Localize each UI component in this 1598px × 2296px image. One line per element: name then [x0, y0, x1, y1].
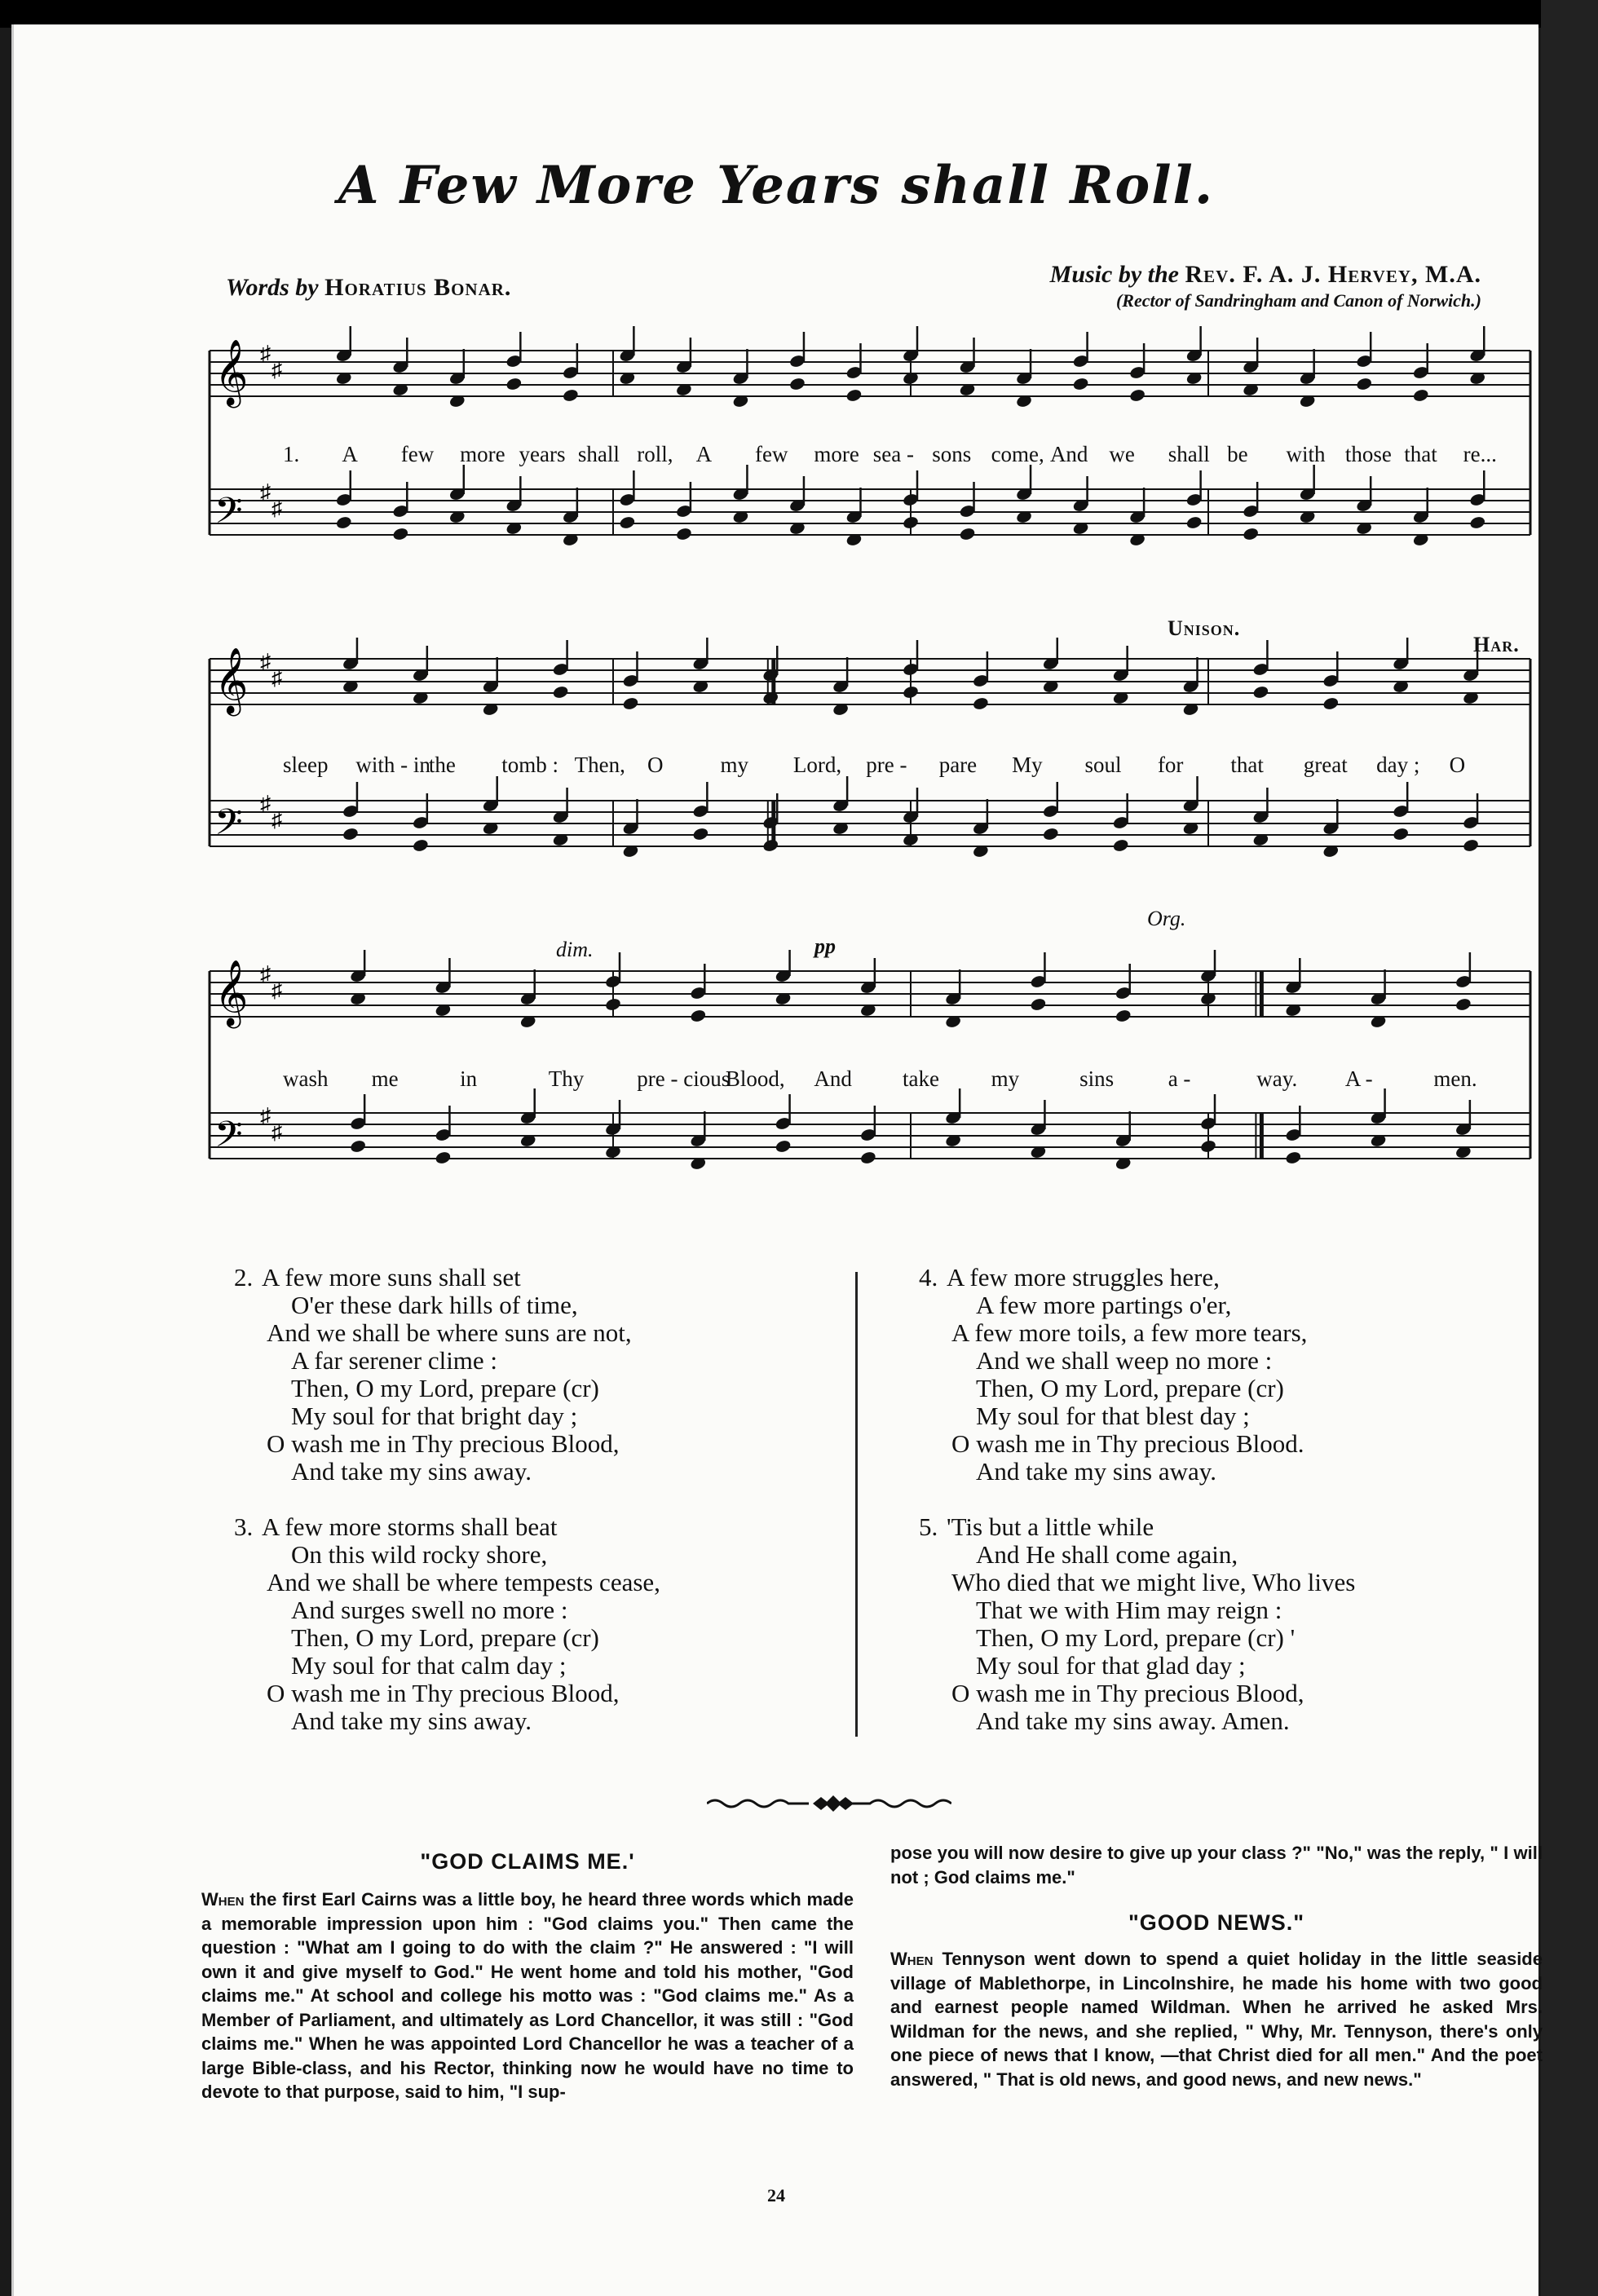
sharp-icon: ♯	[260, 792, 271, 815]
verse-line	[267, 1319, 886, 1347]
verse-line	[267, 1375, 886, 1402]
article-good-news	[890, 1841, 1543, 2091]
verse-line-text: And surges swell no more :	[291, 1596, 568, 1624]
note-head	[788, 377, 806, 391]
note-head	[675, 527, 692, 541]
verse-line	[267, 1569, 886, 1596]
lyric-syllable: sleep	[283, 753, 329, 777]
lyric-syllable: My	[1012, 753, 1043, 777]
lyric-syllable: roll,	[637, 442, 673, 466]
note-head	[1115, 1009, 1132, 1023]
verse-stanza	[919, 1263, 1571, 1486]
note-head	[1356, 377, 1373, 391]
lyric-syllable: day ;	[1376, 753, 1420, 777]
verse-stanza	[234, 1263, 886, 1486]
verse-line	[951, 1319, 1571, 1347]
lyric-syllable: re...	[1463, 442, 1497, 466]
hymn-title: A Few More Years shall Roll.	[338, 155, 1215, 216]
note-head	[692, 827, 709, 841]
verse-line-text: My soul for that calm day ;	[291, 1651, 567, 1680]
lyric-syllable: those	[1344, 442, 1392, 466]
note-head	[762, 838, 779, 853]
verse-line-text: A few more storms shall beat	[262, 1512, 558, 1541]
verse-line-text: Who died that we might live, Who lives	[951, 1568, 1356, 1596]
note-head	[622, 696, 639, 711]
lyric-syllable: sins	[1079, 1066, 1115, 1091]
note-head	[1185, 515, 1203, 530]
music-staves-1	[193, 326, 1547, 595]
lyric-syllable: shall	[1168, 442, 1210, 466]
note-head	[1392, 827, 1409, 841]
verses-section	[14, 1264, 1538, 1753]
note-head	[1412, 388, 1429, 403]
note-head	[845, 388, 863, 403]
music-prefix: Music by the	[1049, 261, 1179, 288]
note-head	[562, 388, 579, 403]
note-head	[1455, 997, 1472, 1012]
lyric-syllable: shall	[577, 442, 620, 466]
lyric-syllable: more	[460, 442, 505, 466]
note-head	[775, 1139, 792, 1154]
bass-clef-icon: 𝄢	[214, 489, 243, 541]
verse-line-text: A far serener clime :	[291, 1346, 498, 1375]
note-head	[1112, 838, 1129, 853]
lyric-syllable: that	[1230, 753, 1264, 777]
sharp-icon: ♯	[271, 808, 282, 832]
verse-stanza	[234, 1512, 886, 1735]
note-head	[619, 515, 636, 530]
verse-line	[267, 1680, 886, 1707]
lyric-syllable: soul	[1084, 753, 1122, 777]
lyric-syllable: O	[647, 753, 664, 777]
pianissimo-mark: pp	[814, 934, 836, 958]
lyric-syllable: my	[720, 753, 748, 777]
sharp-icon: ♯	[260, 1104, 271, 1128]
music-system-1	[193, 326, 1547, 595]
lyric-syllable: way.	[1256, 1066, 1298, 1091]
verse-line-text: A few more partings o'er,	[976, 1291, 1232, 1319]
note-head	[690, 1009, 707, 1023]
lyric-syllable: men.	[1433, 1066, 1477, 1091]
verse-line-text: And He shall come again,	[976, 1540, 1238, 1569]
sharp-icon: ♯	[271, 978, 282, 1002]
sharp-icon: ♯	[260, 480, 271, 504]
lyric-syllable: few	[400, 442, 435, 466]
lyric-syllable: a -	[1168, 1066, 1191, 1091]
note-head	[335, 515, 352, 530]
lyric-syllable: Lord,	[792, 753, 842, 777]
sharp-icon: ♯	[260, 650, 271, 673]
lyric-syllable: in	[460, 1066, 478, 1091]
note-head	[1469, 515, 1486, 530]
verse-line	[267, 1430, 886, 1458]
verse-line-text: A few more struggles here,	[947, 1263, 1220, 1292]
words-prefix: Words by	[226, 274, 319, 301]
note-head	[959, 527, 976, 541]
lyric-syllable: be	[1227, 442, 1248, 466]
sharp-icon: ♯	[271, 358, 282, 382]
verse-line	[951, 1375, 1571, 1402]
organ-mark: Org.	[1147, 907, 1186, 930]
note-head	[349, 1139, 366, 1154]
article-body	[890, 1947, 1543, 2091]
verse-line	[951, 1680, 1571, 1707]
lyric-syllable: few	[755, 442, 788, 466]
article-lead-word: When	[890, 1949, 934, 1969]
verse-line-text: My soul for that bright day ;	[291, 1402, 578, 1430]
lyricist-name: Horatius Bonar.	[324, 274, 512, 301]
column-divider	[855, 1272, 858, 1737]
verse-line	[267, 1458, 886, 1486]
verse-line-text: And take my sins away.	[291, 1457, 532, 1486]
composer-name: Rev. F. A. J. Hervey, M.A.	[1185, 261, 1481, 288]
verse-number: 4.	[919, 1263, 938, 1292]
article-lead-word: When	[201, 1889, 245, 1910]
verse-line	[267, 1292, 886, 1319]
note-head	[1128, 388, 1146, 403]
bass-clef-icon: 𝄢	[214, 801, 243, 852]
note-head	[859, 1150, 876, 1165]
verses-column-left	[234, 1263, 886, 1763]
ornament-divider	[707, 1794, 951, 1813]
article-god-claims-me	[201, 1849, 854, 2104]
verse-line	[951, 1430, 1571, 1458]
diminuendo-mark: dim.	[556, 938, 594, 961]
article-text: the first Earl Cairns was a little boy, he heard three words which made a memorable impression upon him : "God claims you." Then came the question : "What am I going to do with the claim ?" He answered : "I will own it and give myself to God." He went home and told his mother, "God claims me." At school and college his motto was : "God claims me." As a Member of Parliament, and ultimately as Lord Chancellor, it was still : "God claims me." When he was appointed Lord Chancellor he was a teacher of a large Bible-class, and his Rector, thinking now he would have no time to devote to that purpose, said to him, "I sup-	[201, 1889, 854, 2102]
verse-line-text: A few more toils, a few more tears,	[951, 1318, 1308, 1347]
lyric-syllable: Thy	[548, 1066, 585, 1091]
verse-line-text: My soul for that glad day ;	[976, 1651, 1246, 1680]
lyric-syllable: the	[428, 753, 456, 777]
note-head	[1030, 997, 1047, 1012]
lyric-syllable: pre -	[866, 753, 907, 777]
note-head	[505, 377, 523, 391]
lyric-syllable: tomb :	[501, 753, 558, 777]
verse-line	[234, 1512, 886, 1541]
verse-line	[267, 1541, 886, 1569]
treble-clef-icon: 𝄞	[214, 338, 249, 405]
verse-line-text: 'Tis but a little while	[947, 1512, 1154, 1541]
verse-line	[951, 1541, 1571, 1569]
lyric-syllable: pare	[938, 753, 978, 777]
lyric-syllable: 1.	[283, 442, 300, 466]
sharp-icon: ♯	[271, 1120, 282, 1144]
lyric-syllable: sea -	[872, 442, 915, 466]
note-head	[1462, 838, 1479, 853]
note-head	[342, 827, 359, 841]
verse-line	[951, 1624, 1571, 1652]
note-head	[392, 527, 409, 541]
lyric-syllable: O	[1449, 753, 1466, 777]
note-head	[1285, 1150, 1302, 1165]
note-head	[1252, 685, 1269, 700]
note-head	[552, 685, 569, 700]
verse-line-text: And take my sins away.	[291, 1707, 532, 1735]
note-head	[1322, 696, 1340, 711]
verse-line	[919, 1263, 1571, 1292]
lyric-syllable: my	[991, 1066, 1020, 1091]
verse-line-text: And we shall be where tempests cease,	[267, 1568, 660, 1596]
lyric-syllable: pre - cious	[637, 1066, 731, 1091]
verse-line	[951, 1652, 1571, 1680]
verse-line	[267, 1652, 886, 1680]
bass-clef-icon: 𝄢	[214, 1113, 243, 1164]
lyric-syllable: take	[903, 1066, 939, 1091]
verse-line	[234, 1263, 886, 1292]
verse-line-text: O wash me in Thy precious Blood,	[267, 1679, 620, 1707]
verse-line-text: Then, O my Lord, prepare (cr)	[291, 1623, 599, 1652]
verse-line	[951, 1292, 1571, 1319]
verse-line-text: My soul for that blest day ;	[976, 1402, 1250, 1430]
verse-line-text: A few more suns shall set	[262, 1263, 521, 1292]
verse-line	[267, 1596, 886, 1624]
verse-number: 3.	[234, 1512, 254, 1541]
verse-line	[267, 1402, 886, 1430]
harmony-mark: Har.	[1473, 633, 1520, 656]
note-head	[1072, 377, 1089, 391]
verses-column-right	[919, 1263, 1571, 1763]
lyric-syllable: Then,	[574, 753, 625, 777]
composer-credit	[1050, 261, 1481, 311]
verse-line	[951, 1596, 1571, 1624]
note-head	[1042, 827, 1059, 841]
scan-right-border	[1541, 0, 1598, 2296]
verse-line	[267, 1707, 886, 1735]
verse-line-text: O wash me in Thy precious Blood.	[951, 1429, 1304, 1458]
composer-note: (Rector of Sandringham and Canon of Norwich.)	[1115, 290, 1481, 311]
verse-line-text: O wash me in Thy precious Blood,	[951, 1679, 1304, 1707]
scan-top-border	[0, 0, 1598, 28]
verse-line-text: That we with Him may reign :	[976, 1596, 1282, 1624]
sharp-icon: ♯	[260, 962, 271, 986]
article-heading: "GOD CLAIMS ME.'	[420, 1849, 635, 1874]
article-text: Tennyson went down to spend a quiet holiday in the little seaside village of Mablethorpe, in Lincolnshire, he made his home with two good and earnest people named Wildman. When he arrived he asked Mrs. Wildman for the news, and she replied, " Why, Mr. Tennyson, there's only one piece of news that I know, —that Christ died for all men." And the poet answered, " That is old news, and good news, and new news."	[890, 1949, 1543, 2090]
lyric-syllable: more	[814, 442, 859, 466]
verse-number: 2.	[234, 1263, 254, 1292]
sharp-icon: ♯	[260, 342, 271, 365]
lyric-syllable: for	[1157, 753, 1184, 777]
verse-line-text: And take my sins away. Amen.	[976, 1707, 1290, 1735]
verse-stanza	[919, 1512, 1571, 1735]
verse-line	[267, 1624, 886, 1652]
lyric-syllable: And	[1049, 442, 1088, 466]
sharp-icon: ♯	[271, 497, 282, 520]
lyric-syllable: sons	[932, 442, 972, 466]
verse-number: 5.	[919, 1512, 938, 1541]
lyric-syllable: years	[519, 442, 566, 466]
note-head	[435, 1150, 452, 1165]
lyric-syllable: A	[342, 442, 358, 466]
verse-line-text: And we shall be where suns are not,	[267, 1318, 632, 1347]
verse-line-text: Then, O my Lord, prepare (cr) '	[976, 1623, 1296, 1652]
article-continuation: pose you will now desire to give up your class ?" "No," was the reply, " I will not ; God claims me."	[890, 1843, 1543, 1888]
lyricist-credit	[226, 274, 511, 302]
note-head	[412, 838, 429, 853]
verse-line	[951, 1569, 1571, 1596]
lyric-syllable: A	[695, 442, 713, 466]
note-head	[972, 696, 989, 711]
verse-line-text: And take my sins away.	[976, 1457, 1217, 1486]
lyric-syllable: with - in	[355, 753, 430, 777]
lyric-syllable: with	[1286, 442, 1326, 466]
lyric-syllable: wash	[283, 1066, 329, 1091]
article-body	[201, 1888, 854, 2104]
lyric-syllable: And	[814, 1066, 852, 1091]
verse-line	[951, 1402, 1571, 1430]
verse-line-text: On this wild rocky shore,	[291, 1540, 548, 1569]
lyric-syllable: come,	[991, 442, 1044, 466]
lyric-syllable: great	[1303, 753, 1348, 777]
verse-line-text: O'er these dark hills of time,	[291, 1291, 578, 1319]
lyric-syllable: Blood,	[725, 1066, 785, 1091]
verse-line	[919, 1512, 1571, 1541]
lyric-syllable: that	[1404, 442, 1437, 466]
lyric-syllable: we	[1109, 442, 1135, 466]
sharp-icon: ♯	[271, 666, 282, 690]
lyric-syllable: A -	[1344, 1066, 1373, 1091]
verse-line-text: Then, O my Lord, prepare (cr)	[291, 1374, 599, 1402]
verse-line	[951, 1707, 1571, 1735]
verse-line	[951, 1347, 1571, 1375]
page-number: 24	[767, 2185, 785, 2205]
unison-mark: Unison.	[1168, 616, 1241, 640]
treble-clef-icon: 𝄞	[214, 647, 249, 713]
verse-line-text: O wash me in Thy precious Blood,	[267, 1429, 620, 1458]
treble-clef-icon: 𝄞	[214, 959, 249, 1026]
verse-line	[267, 1347, 886, 1375]
verse-line	[951, 1458, 1571, 1486]
hymn-page	[11, 24, 1543, 2296]
verse-line-text: Then, O my Lord, prepare (cr)	[976, 1374, 1284, 1402]
note-head	[1242, 527, 1259, 541]
verse-line-text: And we shall weep no more :	[976, 1346, 1273, 1375]
lyric-syllable: me	[371, 1066, 399, 1091]
article-heading: "GOOD NEWS."	[1128, 1910, 1305, 1935]
